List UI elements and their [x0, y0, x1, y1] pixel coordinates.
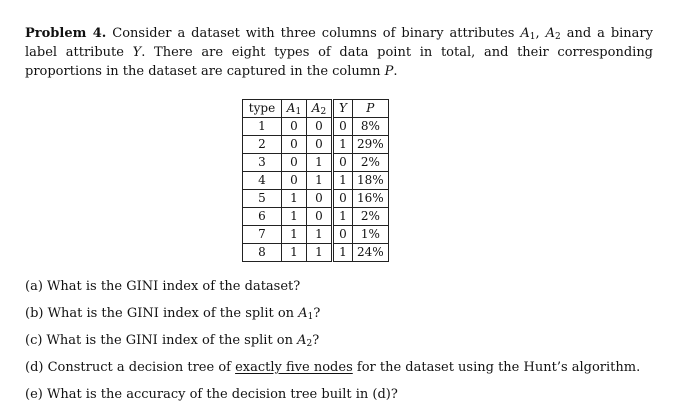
cell-y: 0: [333, 154, 353, 172]
table-row: [243, 172, 389, 190]
table-row: [243, 226, 389, 244]
problem-statement: [25, 24, 653, 81]
cell-type: 4: [243, 172, 282, 190]
cell-type: 6: [243, 208, 282, 226]
cell-p: 2%: [353, 208, 389, 226]
cell-y: 1: [333, 136, 353, 154]
cell-type: 2: [243, 136, 282, 154]
problem-sep: ,: [535, 26, 546, 41]
cell-a1: 0: [282, 154, 307, 172]
cell-a2: 1: [307, 154, 333, 172]
table-row: [243, 136, 389, 154]
question-a: (a) What is the GINI index of the dataset?: [25, 279, 301, 294]
problem-heading: Problem 4.: [25, 26, 107, 41]
cell-type: 1: [243, 118, 282, 136]
cell-y: 0: [333, 118, 353, 136]
cell-type: 7: [243, 226, 282, 244]
cell-p: 18%: [353, 172, 389, 190]
cell-p: 8%: [353, 118, 389, 136]
cell-a2: 1: [307, 244, 333, 262]
cell-a2: 1: [307, 172, 333, 190]
cell-y: 1: [333, 208, 353, 226]
table-row: [243, 154, 389, 172]
data-table-container: [242, 99, 389, 262]
cell-y: 0: [333, 226, 353, 244]
table-row: [243, 118, 389, 136]
question-e: (e) What is the accuracy of the decision tree built in (d)?: [25, 387, 398, 402]
cell-y: 1: [333, 172, 353, 190]
cell-a1: 1: [282, 208, 307, 226]
cell-a1: 1: [282, 226, 307, 244]
data-table: [242, 99, 389, 262]
var-y: Y: [132, 45, 142, 60]
cell-p: 29%: [353, 136, 389, 154]
cell-type: 3: [243, 154, 282, 172]
cell-type: 8: [243, 244, 282, 262]
cell-a2: 0: [307, 136, 333, 154]
header-a2: $A_2$: [307, 100, 333, 118]
cell-a1: 1: [282, 244, 307, 262]
header-y: Y: [333, 100, 353, 118]
table-row: [243, 190, 389, 208]
problem-text-3: . There are eight types of data point in total, and their corresponding proportions in the dataset are captured in the column: [25, 45, 654, 79]
cell-p: 24%: [353, 244, 389, 262]
question-b: (b) What is the GINI index of the split on $A_1$?: [25, 306, 321, 322]
cell-a2: 0: [307, 190, 333, 208]
question-c: (c) What is the GINI index of the split on $A_2$?: [25, 333, 320, 349]
header-type: type: [243, 100, 282, 118]
emphasis-underline: exactly five nodes: [235, 360, 353, 375]
cell-y: 0: [333, 190, 353, 208]
cell-p: 1%: [353, 226, 389, 244]
cell-a1: 0: [282, 172, 307, 190]
cell-a1: 1: [282, 190, 307, 208]
header-p: P: [353, 100, 389, 118]
var-a1: $A_1$: [520, 26, 536, 42]
cell-a2: 1: [307, 226, 333, 244]
table-row: [243, 244, 389, 262]
header-a1: $A_1$: [282, 100, 307, 118]
problem-text-2: and a binary label attribute: [25, 26, 653, 60]
cell-type: 5: [243, 190, 282, 208]
cell-p: 16%: [353, 190, 389, 208]
table-header-row: [243, 100, 389, 118]
var-a2: $A_2$: [545, 26, 561, 42]
cell-p: 2%: [353, 154, 389, 172]
problem-text-4: .: [393, 64, 398, 79]
cell-a2: 0: [307, 118, 333, 136]
problem-text-1: Consider a dataset with three columns of binary attributes: [106, 26, 521, 41]
question-d: (d) Construct a decision tree of exactly five nodes for the dataset using the Hunt’s algorithm.: [25, 360, 641, 375]
cell-a2: 0: [307, 208, 333, 226]
var-p: P: [384, 64, 394, 79]
table-row: [243, 208, 389, 226]
cell-a1: 0: [282, 136, 307, 154]
cell-a1: 0: [282, 118, 307, 136]
cell-y: 1: [333, 244, 353, 262]
